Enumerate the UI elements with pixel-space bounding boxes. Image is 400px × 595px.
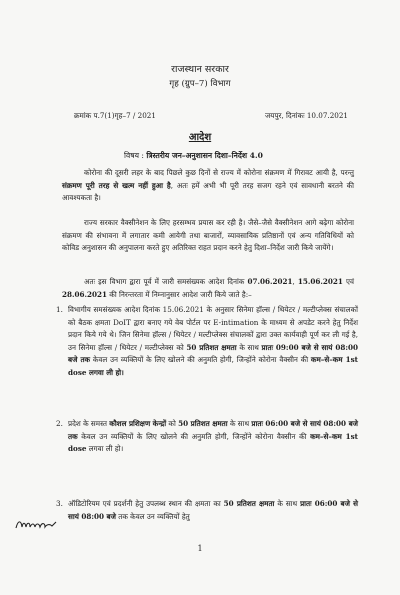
department-name: गृह (ग्रुप–7) विभाग [169, 79, 231, 89]
order-number: क्रमांक प.7(1)गृह–7 / 2021 [74, 111, 156, 120]
list-item-1: 1. विभागीय समसंख्यक आदेश दिनांक 15.06.2021 के अनुसार सिनेमा हॉल्स / थियेटर / मल्टीप्लेक्स संचालकों को बैठक क्षमता DoIT द्वारा बनाए गये वेब पोर्टल पर E-intimation के माध्यम से अपडेट करने हेतु निर्देश प्रदान किये गये थे। जिन सिनेमा हॉल्स / थियेटर / मल्टीप्लेक्स संचालकों द्वारा उक्त कार्यवाही पूर्ण कर ली गई है, उन सिनेमा हॉल्स / थियेटर / मल्टीप्लेक्स को 50 प्रतिशत क्षमता के साथ प्रातः 09:00 बजे से सायं 08:00 बजे तक केवल उन व्यक्तियों के लिए खोलने की अनुमति होगी, जिन्होंने कोरोना वैक्सीन की कम–से–कम 1st dose लगवा ली हो। [56, 305, 359, 377]
handwritten-initials [14, 514, 58, 538]
paragraph-2: राज्य सरकार वैक्सीनेशन के लिए हरसम्भव प्रयास कर रही है। जैसे–जैसे वैक्सीनेशन आगे बढ़ेगा कोरोना संक्रमण की संभावना में लगातार कमी आयेगी तथा बाजारों, व्यावसायिक प्रतिष्ठानों एवं अन्य गतिविधियों को कोविड अनुशासन की अनुपालना करते हुए अतिरिक्त राहत प्रदान करने हेतु दिशा–निर्देश जारी किये जायेंगे। [62, 218, 354, 253]
subject-line [124, 151, 263, 161]
subject-label: विषय : [124, 151, 144, 160]
list-item-2: 2. प्रदेश के समस्त कौशल प्रशिक्षण केन्द्रों को 50 प्रतिशत क्षमता के साथ प्रातः 06:00 बजे से सायं 08:00 बजे तक केवल उन व्यक्तियों के लिए खोलने की अनुमति होगी, जिन्होंने कोरोना वैक्सीन की कम–से–कम 1st dose लगवा ली हो। [56, 419, 359, 454]
order-title: आदेश [188, 132, 212, 143]
reference-line [74, 111, 348, 121]
list-item-3: 3. ऑडिटोरियम एवं प्रदर्शनी हेतु उपलब्ध स्थान की क्षमता का 50 प्रतिशत क्षमता के साथ प्रातः 06:00 बजे से सायं 08:00 बजे तक केवल उन व्यक्तियों हेतु [56, 499, 359, 521]
paragraph-3: अतः इस विभाग द्वारा पूर्व में जारी समसंख्यक आदेश दिनांक 07.06.2021, 15.06.2021 एवं 28.06.2021 की निरन्तरता में निम्नानुसार आदेश जारी किये जाते है:– [62, 277, 354, 299]
subject-text: त्रिस्तरीय जन–अनुशासन दिशा–निर्देश 4.0 [146, 151, 263, 160]
page-number: 1 [197, 544, 203, 553]
govt-name: राजस्थान सरकार [171, 64, 229, 75]
place-date: जयपुर, दिनांकः 10.07.2021 [264, 111, 348, 120]
signature-icon [14, 514, 58, 534]
paragraph-1: कोरोना की दूसरी लहर के बाद पिछले कुछ दिनों से राज्य में कोरोना संक्रमण में गिरावट आयी है, परन्तु संक्रमण पूरी तरह से खत्म नहीं हुआ है, अतः हमें अभी भी पूरी तरह सजग रहने एवं सावधानी बरतने की आवश्यकता है। [62, 168, 354, 203]
